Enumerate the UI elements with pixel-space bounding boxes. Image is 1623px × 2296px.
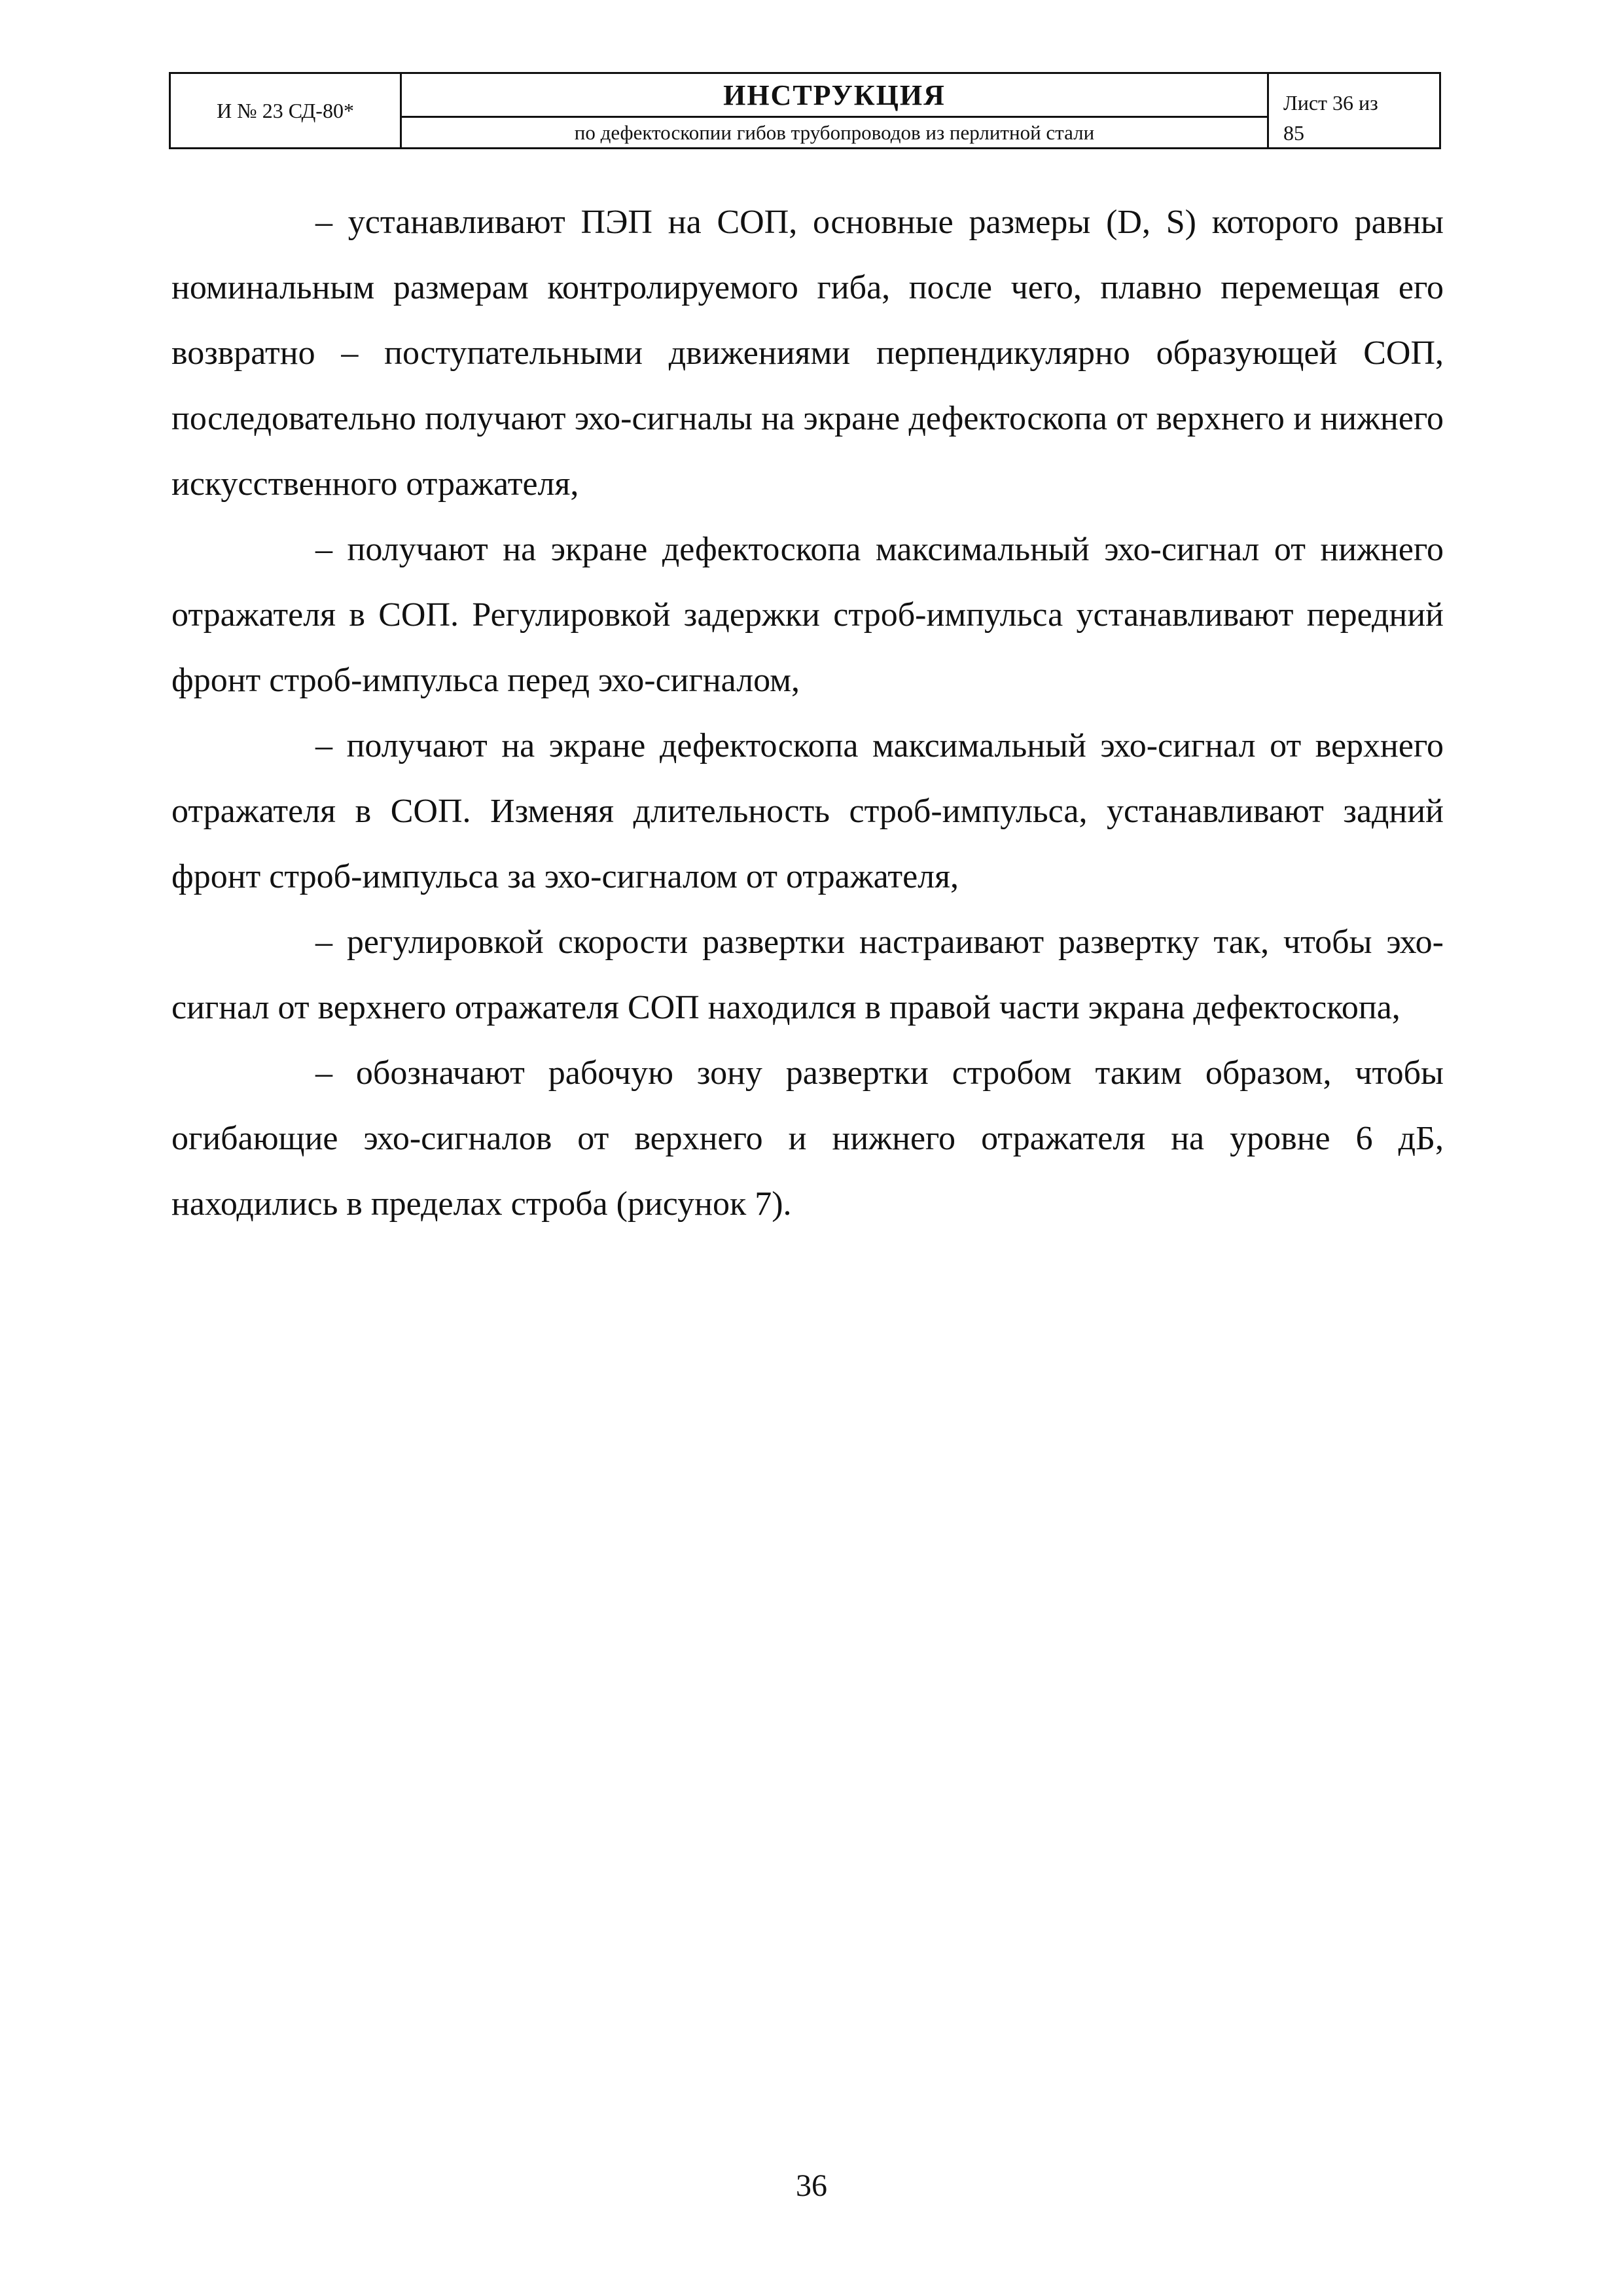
paragraph: – получают на экране дефектоскопа максимальный эхо-сигнал от верхнего отражателя в СОП. Изменяя длительность строб-импульса, устанавливают задний фронт строб-импульса за эхо-сигналом от отражателя, — [171, 727, 1444, 895]
paragraph: – устанавливают ПЭП на СОП, основные размеры (D, S) которого равны номинальным размерам контролируемого гиба, после чего, плавно перемещая его возвратно – поступательными движениями перпендикулярно образующей СОП, последовательно получают эхо-сигналы на экране дефектоскопа от верхнего и нижнего искусственного отражателя, — [171, 204, 1444, 503]
paragraph: – обозначают рабочую зону развертки стробом таким образом, чтобы огибающие эхо-сигналов от верхнего и нижнего отражателя на уровне 6 дБ, находились в пределах строба (рисунок 7). — [171, 1054, 1444, 1223]
page-number: 36 — [796, 2168, 827, 2203]
paragraph: – получают на экране дефектоскопа максимальный эхо-сигнал от нижнего отражателя в СОП. Регулировкой задержки строб-импульса устанавливают передний фронт строб-импульса перед эхо-сигналом, — [171, 531, 1444, 699]
document-title: ИНСТРУКЦИЯ — [402, 74, 1267, 118]
sheet-total: 85 — [1283, 121, 1304, 145]
sheet-info — [1269, 74, 1439, 147]
document-number: И № 23 СД-80* — [171, 74, 402, 147]
document-header — [169, 72, 1441, 149]
body-text — [171, 190, 1444, 1237]
document-subtitle: по дефектоскопии гибов трубопроводов из перлитной стали — [574, 120, 1095, 144]
header-title-block — [402, 74, 1269, 147]
paragraph: – регулировкой скорости развертки настраивают развертку так, чтобы эхо-сигнал от верхнего отражателя СОП находился в правой части экрана дефектоскопа, — [171, 924, 1444, 1026]
sheet-number: Лист 36 из — [1283, 91, 1378, 115]
